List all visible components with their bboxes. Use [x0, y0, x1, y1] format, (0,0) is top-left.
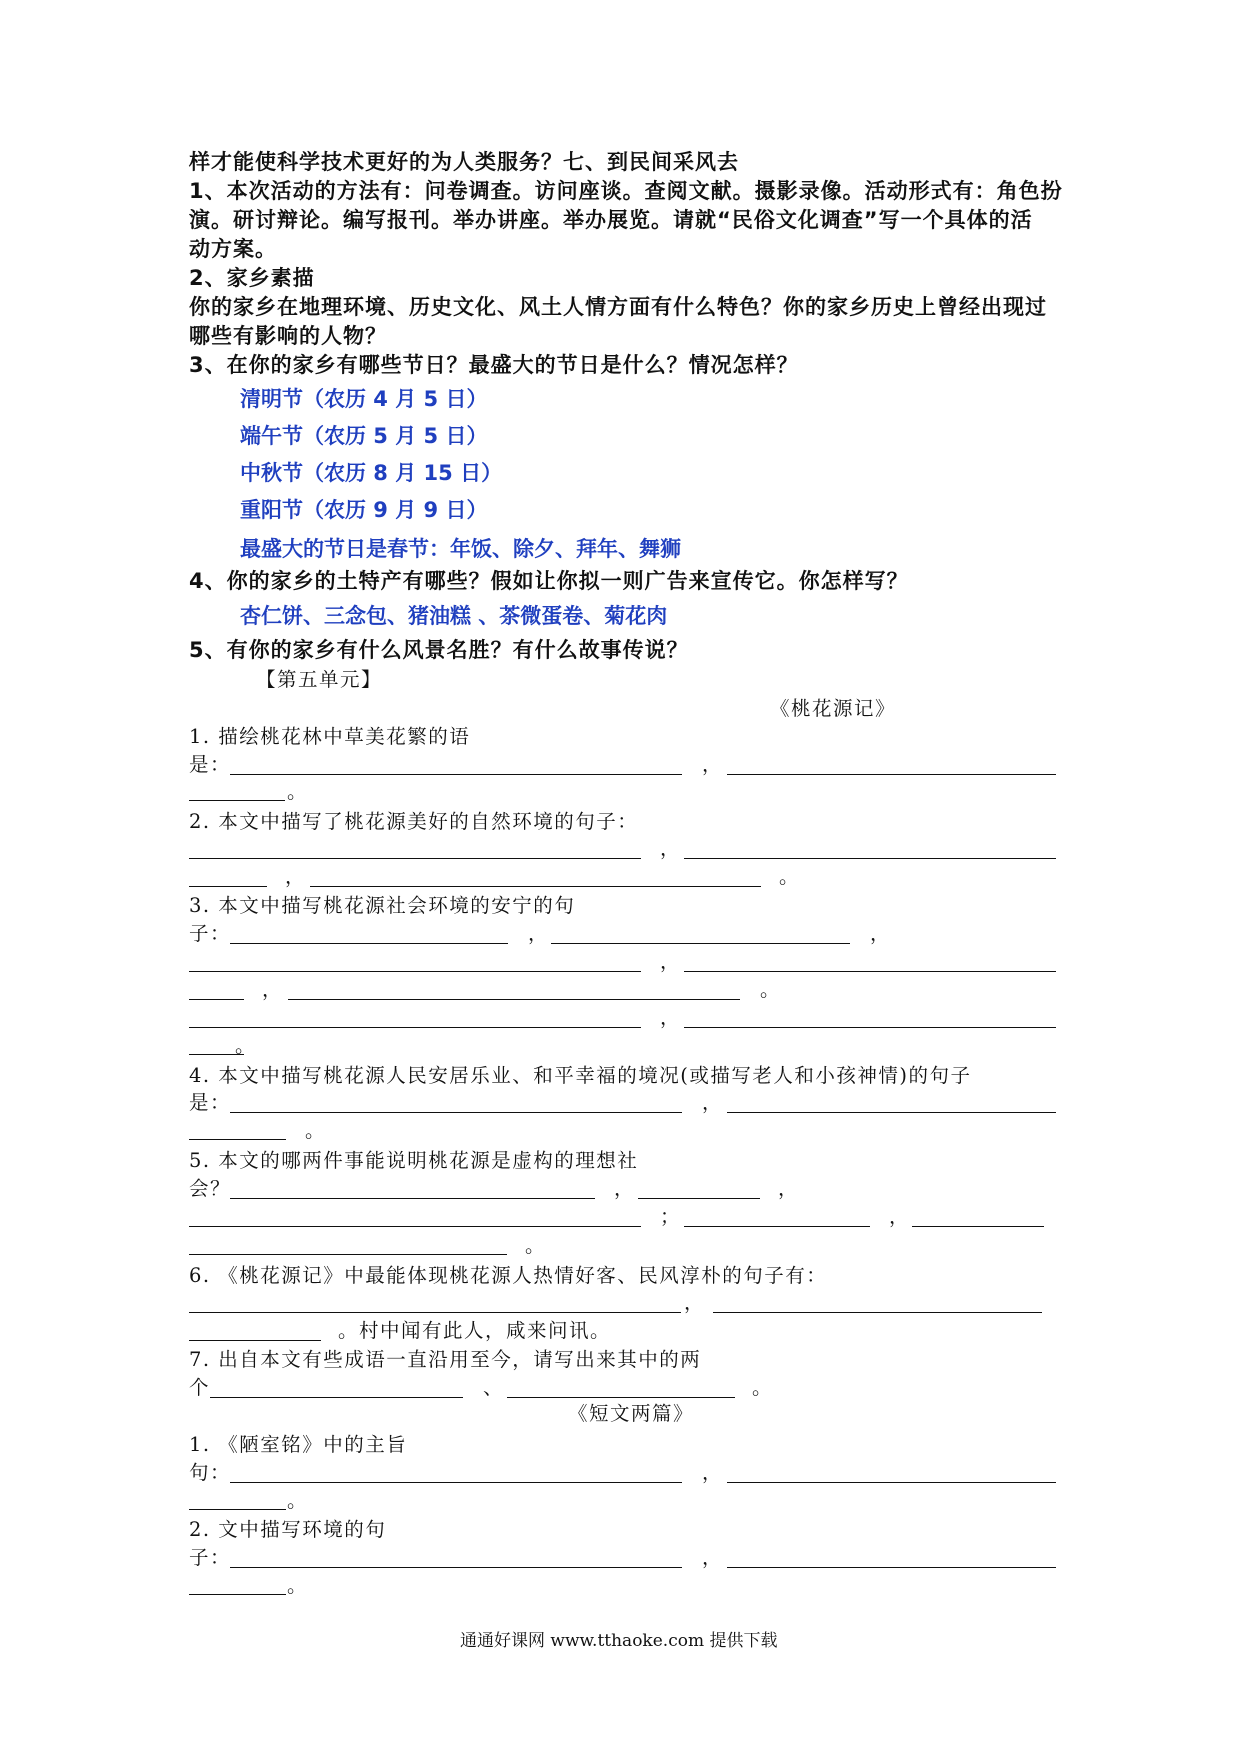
- period: 。: [235, 1034, 257, 1057]
- comma: ，: [614, 1177, 636, 1200]
- answer-blank[interactable]: [230, 943, 508, 944]
- answer-blank[interactable]: [189, 800, 285, 801]
- answer-blank[interactable]: [189, 1340, 321, 1341]
- period: 。: [752, 1376, 774, 1399]
- answer-blank[interactable]: [230, 1567, 682, 1568]
- comma: ，: [702, 1461, 724, 1484]
- title-taohuayuanji: 《桃花源记》: [770, 697, 897, 720]
- specialties-answer: 杏仁饼、三念包、猪油糕 、茶微蛋卷、菊花肉: [240, 604, 668, 628]
- item1-prompt: 1. 描绘桃花林中草美花繁的语: [189, 725, 471, 748]
- semicolon: ；: [660, 1205, 682, 1228]
- item6-continuation: 。村中闻有此人，咸来问讯。: [338, 1319, 612, 1342]
- answer-blank[interactable]: [189, 858, 641, 859]
- comma: ，: [684, 1291, 706, 1314]
- period: 。: [760, 978, 782, 1001]
- item6-prompt: 6. 《桃花源记》中最能体现桃花源人热情好客、民风淳朴的句子有：: [189, 1264, 828, 1287]
- answer-blank[interactable]: [684, 1226, 870, 1227]
- q4-heading: 4、你的家乡的土特产有哪些？假如让你拟一则广告来宣传它。你怎样写？: [189, 569, 909, 593]
- comma: ，: [702, 1091, 724, 1114]
- item4-prompt: 4. 本文中描写桃花源人民安居乐业、和平幸福的境况(或描写老人和小孩神情)的句子: [189, 1064, 972, 1087]
- answer-blank[interactable]: [684, 971, 1056, 972]
- comma: ，: [262, 978, 284, 1001]
- festival-duanwu: 端午节（农历 5 月 5 日）: [240, 424, 488, 448]
- answer-blank[interactable]: [713, 1312, 1042, 1313]
- item5-prompt: 5. 本文的哪两件事能说明桃花源是虚构的理想社: [189, 1149, 639, 1172]
- short-item2-prompt: 2. 文中描写环境的句: [189, 1518, 387, 1541]
- period: 。: [287, 1574, 309, 1597]
- answer-blank[interactable]: [230, 1198, 595, 1199]
- festival-zhongqiu: 中秋节（农历 8 月 15 日）: [240, 461, 503, 485]
- answer-blank[interactable]: [638, 1198, 760, 1199]
- period: 。: [525, 1234, 547, 1257]
- answer-blank[interactable]: [727, 1112, 1056, 1113]
- comma: ，: [660, 950, 682, 973]
- answer-blank[interactable]: [189, 1027, 641, 1028]
- festival-qingming: 清明节（农历 4 月 5 日）: [240, 387, 488, 411]
- answer-blank[interactable]: [189, 1312, 681, 1313]
- comma: ，: [660, 1006, 682, 1029]
- comma: ，: [528, 922, 550, 945]
- item3-prefix: 子：: [189, 922, 232, 945]
- answer-blank[interactable]: [230, 774, 682, 775]
- dunhao: 、: [483, 1376, 505, 1399]
- answer-blank[interactable]: [507, 1397, 735, 1398]
- answer-blank[interactable]: [727, 1482, 1056, 1483]
- answer-blank[interactable]: [230, 1482, 682, 1483]
- short-item1-prompt: 1. 《陋室铭》中的主旨: [189, 1433, 408, 1456]
- festival-biggest: 最盛大的节日是春节：年饭、除夕、拜年、舞狮: [240, 537, 681, 561]
- answer-blank[interactable]: [684, 1027, 1056, 1028]
- answer-blank[interactable]: [210, 1397, 463, 1398]
- q1-line2: 演。研讨辩论。编写报刊。举办讲座。举办展览。请就“民俗文化调查”写一个具体的活: [189, 208, 1033, 232]
- comma: ，: [702, 1546, 724, 1569]
- answer-blank[interactable]: [684, 858, 1056, 859]
- item5-prefix: 会？: [189, 1177, 232, 1200]
- answer-blank[interactable]: [189, 1226, 641, 1227]
- q1-line3: 动方案。: [189, 237, 277, 261]
- period: 。: [779, 865, 801, 888]
- answer-blank[interactable]: [912, 1226, 1044, 1227]
- comma: ，: [889, 1205, 911, 1228]
- footer-text: 通通好课网 www.tthaoke.com 提供下载: [460, 1631, 778, 1651]
- intro-line: 样才能使科学技术更好的为人类服务？七、到民间采风去: [189, 150, 739, 174]
- comma: ，: [778, 1177, 800, 1200]
- short-item2-prefix: 子：: [189, 1546, 232, 1569]
- item7-prefix: 个: [189, 1376, 211, 1399]
- answer-blank[interactable]: [230, 1112, 682, 1113]
- answer-blank[interactable]: [189, 1139, 286, 1140]
- comma: ，: [702, 753, 724, 776]
- q1-line1: 1、本次活动的方法有：问卷调查。访问座谈。查阅文献。摄影录像。活动形式有：角色扮: [189, 179, 1063, 203]
- comma: ，: [660, 837, 682, 860]
- period: 。: [305, 1119, 327, 1142]
- item7-prompt: 7. 出自本文有些成语一直沿用至今，请写出来其中的两: [189, 1348, 702, 1371]
- answer-blank[interactable]: [189, 999, 244, 1000]
- item4-prefix: 是：: [189, 1091, 232, 1114]
- q5-heading: 5、有你的家乡有什么风景名胜？有什么故事传说？: [189, 638, 689, 662]
- answer-blank[interactable]: [727, 1567, 1056, 1568]
- period: 。: [287, 1489, 309, 1512]
- title-duanwenliangpian: 《短文两篇》: [568, 1402, 695, 1425]
- comma: ，: [870, 922, 892, 945]
- item2-prompt: 2. 本文中描写了桃花源美好的自然环境的句子：: [189, 810, 639, 833]
- answer-blank[interactable]: [310, 886, 761, 887]
- answer-blank[interactable]: [189, 1254, 507, 1255]
- answer-blank[interactable]: [189, 1594, 286, 1595]
- answer-blank[interactable]: [551, 943, 850, 944]
- unit5-heading: 【第五单元】: [256, 668, 383, 691]
- answer-blank[interactable]: [288, 999, 740, 1000]
- festival-chongyang: 重阳节（农历 9 月 9 日）: [240, 498, 488, 522]
- answer-blank[interactable]: [189, 1509, 286, 1510]
- short-item1-prefix: 句：: [189, 1461, 232, 1484]
- q3-heading: 3、在你的家乡有哪些节日？最盛大的节日是什么？情况怎样？: [189, 353, 799, 377]
- answer-blank[interactable]: [189, 886, 267, 887]
- item3-prompt: 3. 本文中描写桃花源社会环境的安宁的句: [189, 894, 576, 917]
- answer-blank[interactable]: [727, 774, 1056, 775]
- item1-prefix: 是：: [189, 753, 232, 776]
- period: 。: [287, 780, 309, 803]
- answer-blank[interactable]: [189, 971, 641, 972]
- q2-heading: 2、家乡素描: [189, 266, 315, 290]
- q2-line1: 你的家乡在地理环境、历史文化、风土人情方面有什么特色？你的家乡历史上曾经出现过: [189, 295, 1047, 319]
- q2-line2: 哪些有影响的人物？: [189, 324, 387, 348]
- comma: ，: [285, 865, 307, 888]
